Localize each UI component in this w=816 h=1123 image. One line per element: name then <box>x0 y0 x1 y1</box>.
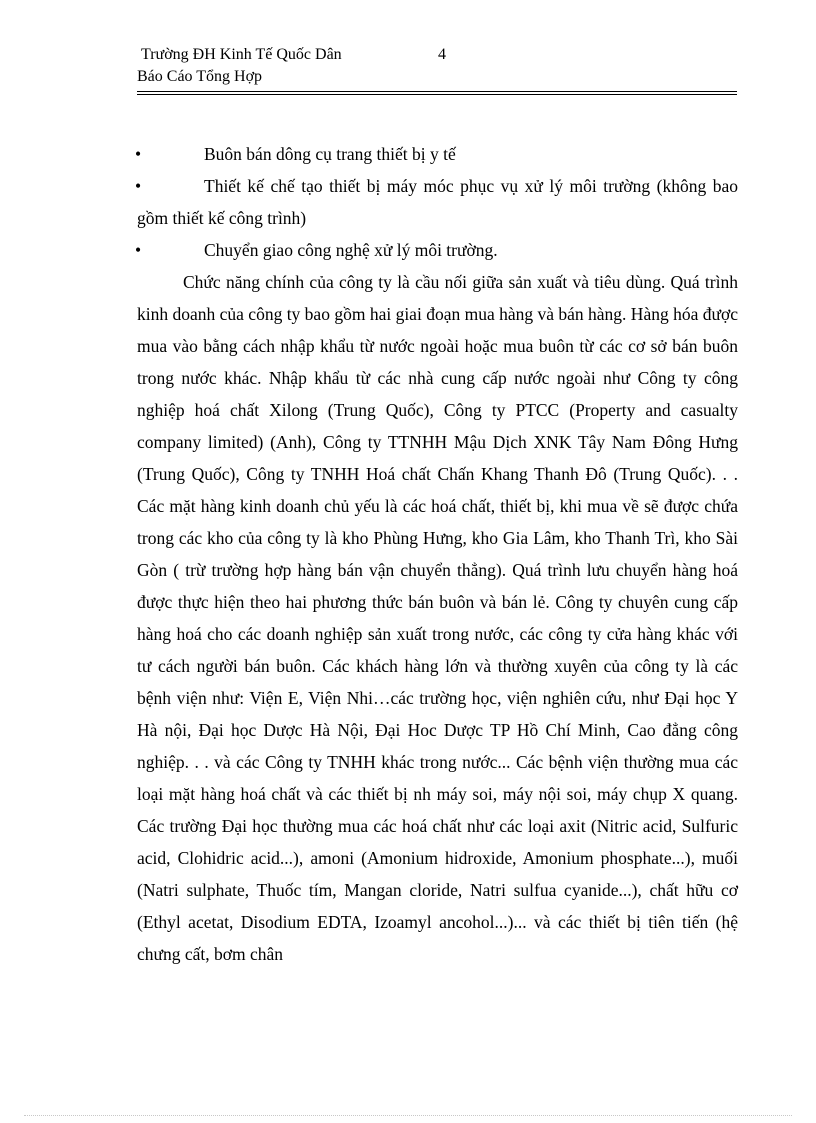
bullet-icon: • <box>135 240 142 260</box>
header-row <box>137 44 737 65</box>
header-school-name: Trường ĐH Kinh Tế Quốc Dân <box>141 46 342 63</box>
bullet-icon: • <box>135 144 142 164</box>
bullet-item <box>137 138 738 170</box>
header-rule-top <box>137 91 737 92</box>
header-subtitle: Báo Cáo Tổng Hợp <box>137 68 263 85</box>
page-header <box>137 44 737 85</box>
page-number: 4 <box>438 46 446 63</box>
bullet-icon: • <box>135 176 142 196</box>
body-paragraph: Chức năng chính của công ty là cầu nối giữa sản xuất và tiêu dùng. Quá trình kinh doanh của công ty bao gồm hai giai đoạn mua hàng và bán hàng. Hàng hóa được mua vào bằng cách nhập khẩu từ nước ngoài hoặc mua buôn từ các cơ sở bán buôn trong nước khác. Nhập khẩu từ các nhà cung cấp nước ngoài như Công ty công nghiệp hoá chất Xilong (Trung Quốc), Công ty PTCC (Property and casualty company limited) (Anh), Công ty TTNHH Mậu Dịch XNK Tây Nam Đông Hưng (Trung Quốc), Công ty TNHH Hoá chất Chấn Khang Thanh Đô (Trung Quốc). . . Các mặt hàng kinh doanh chủ yếu là các hoá chất, thiết bị, khi mua về sẽ được chứa trong các kho của công ty là kho Phùng Hưng, kho Gia Lâm, kho Thanh Trì, kho Sài Gòn ( trừ trường hợp hàng bán vận chuyển thẳng). Quá trình lưu chuyển hàng hoá được thực hiện theo hai phương thức bán buôn và bán lẻ. Công ty chuyên cung cấp hàng hoá cho các doanh nghiệp sản xuất trong nước, các công ty cửa hàng khác với tư cách người bán buôn. Các khách hàng lớn và thường xuyên của công ty là các bệnh viện như: Viện E, Viện Nhi…các trường học, viện nghiên cứu, như Đại học Y Hà nội, Đại học Dược Hà Nội, Đại Hoc Dược TP Hồ Chí Minh, Cao đẳng công nghiệp. . . và các Công ty TNHH khác trong nước... Các bệnh viện thường mua các loại mặt hàng hoá chất và các thiết bị nh máy soi, máy nội soi, máy chụp X quang. Các trường Đại học thường mua các hoá chất như các loại axit (Nitric acid, Sulfuric acid, Clohidric acid...), amoni (Amonium hidroxide, Amonium phosphate...), muối (Natri sulphate, Thuốc tím, Mangan cloride, Natri sulfua cyanide...), chất hữu cơ (Ethyl acetat, Disodium EDTA, Izoamyl ancohol...)... và các thiết bị tiên tiến (hệ chưng cất, bơm chân <box>137 272 738 964</box>
bullet-text: Chuyển giao công nghệ xử lý môi trường. <box>204 240 498 260</box>
bullet-item <box>137 234 738 266</box>
bullet-text: Buôn bán dông cụ trang thiết bị y tế <box>204 144 456 164</box>
document-body <box>137 138 738 970</box>
header-rule-bottom <box>137 94 737 95</box>
bullet-item <box>137 170 738 234</box>
page-bottom-border <box>24 1115 792 1116</box>
bullet-text: Thiết kế chế tạo thiết bị máy móc phục vụ xử lý môi trường (không bao gồm thiết kế công trình) <box>137 176 738 228</box>
